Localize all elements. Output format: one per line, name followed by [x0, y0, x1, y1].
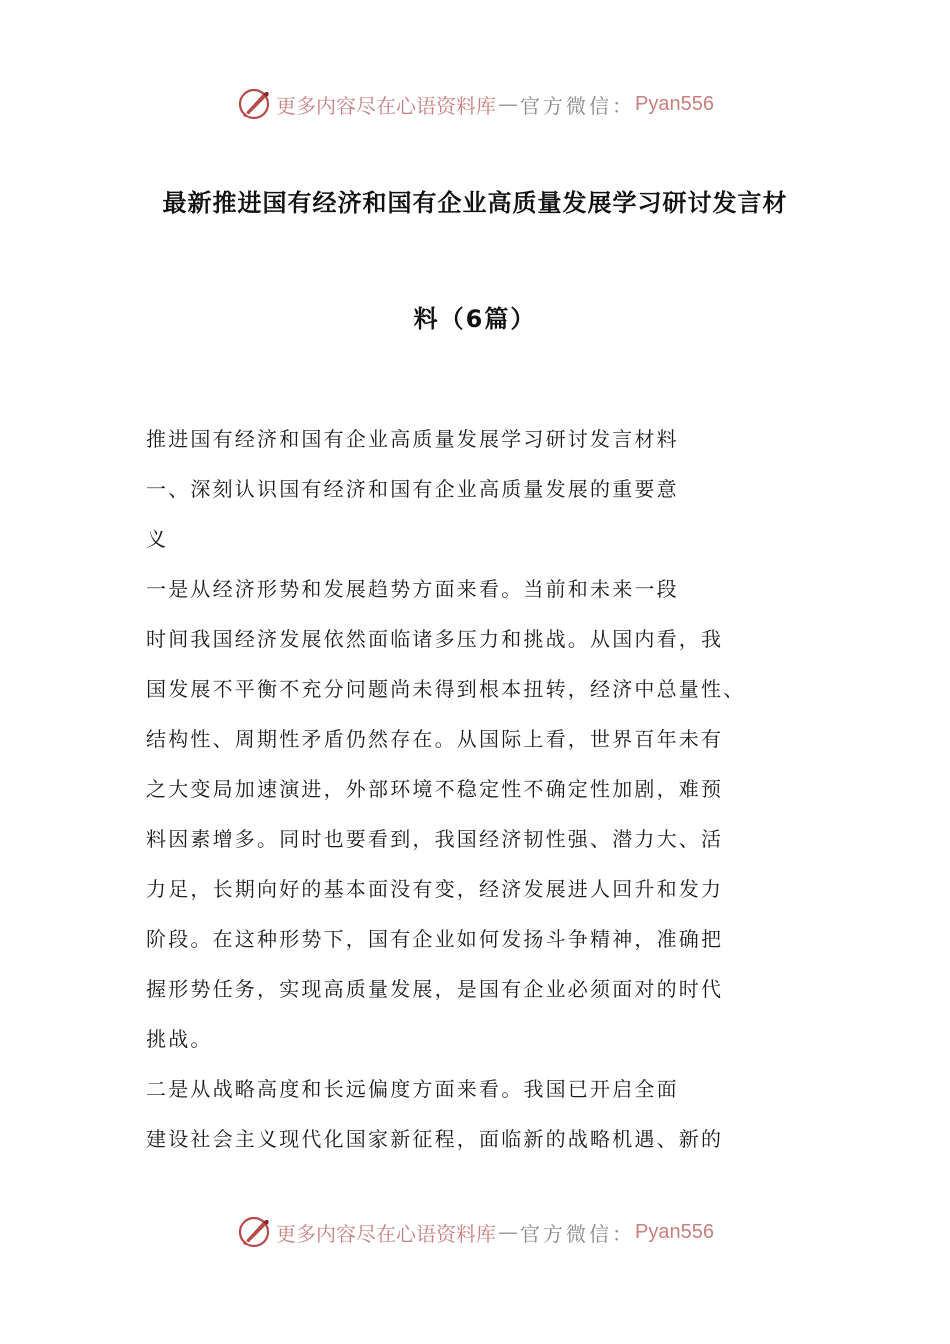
- banner-dash: —: [498, 1220, 519, 1244]
- body-line: 国发展不平衡不充分问题尚未得到根本扭转，经济中总量性、: [146, 677, 746, 701]
- banner-wechat-id: Pyan556: [635, 1220, 714, 1243]
- body-line: 之大变局加速演进，外部环境不稳定性不确定性加剧，难预: [146, 777, 724, 801]
- document-title-line-1: 最新推进国有经济和国有企业高质量发展学习研讨发言材: [162, 189, 788, 217]
- document-body: [146, 423, 786, 1173]
- body-line: 挑战。: [146, 1027, 213, 1051]
- body-line: 料因素增多。同时也要看到，我国经济韧性强、潜力大、活: [146, 827, 724, 851]
- banner-wechat-id: Pyan556: [635, 92, 714, 115]
- body-line: 握形势任务，实现高质量发展，是国有企业必须面对的时代: [146, 977, 724, 1001]
- document-title-line-2: 料（6篇）: [413, 305, 537, 333]
- banner-main-text: 更多内容尽在心语资料库: [276, 1221, 497, 1246]
- banner-dash: —: [498, 92, 519, 116]
- body-line: 阶段。在这种形势下，国有企业如何发扬斗争精神，准确把: [146, 927, 724, 951]
- body-line: 推进国有经济和国有企业高质量发展学习研讨发言材料: [146, 427, 679, 451]
- quill-seal-logo-icon: [236, 86, 272, 122]
- banner-official-label: 官方微信：: [520, 93, 636, 118]
- body-line: 结构性、周期性矛盾仍然存在。从国际上看，世界百年未有: [146, 727, 724, 751]
- body-line: 力足，长期向好的基本面没有变，经济发展进人回升和发力: [146, 877, 724, 901]
- header-watermark-banner: [0, 84, 950, 124]
- body-line: 义: [146, 527, 169, 551]
- footer-watermark-banner: [0, 1212, 950, 1252]
- body-line: 一是从经济形势和发展趋势方面来看。当前和未来一段: [146, 577, 679, 601]
- banner-official-label: 官方微信：: [520, 1221, 636, 1246]
- banner-main-text: 更多内容尽在心语资料库: [276, 93, 497, 118]
- quill-seal-logo-icon: [236, 1214, 272, 1250]
- body-line: 建设社会主义现代化国家新征程，面临新的战略机遇、新的: [146, 1127, 724, 1151]
- body-line: 一、深刻认识国有经济和国有企业高质量发展的重要意: [146, 477, 679, 501]
- body-line: 时间我国经济发展依然面临诸多压力和挑战。从国内看，我: [146, 627, 724, 651]
- body-line: 二是从战略高度和长远偏度方面来看。我国已开启全面: [146, 1077, 679, 1101]
